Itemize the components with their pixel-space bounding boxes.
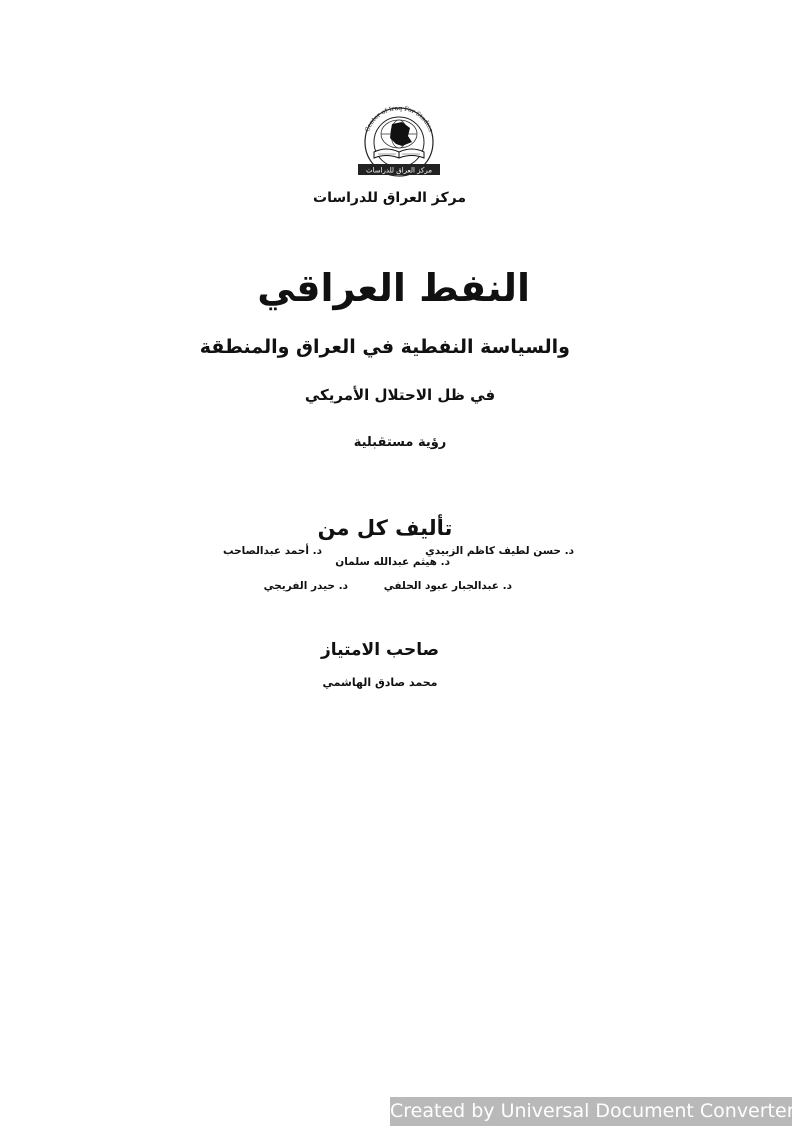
converter-watermark: Created by Universal Document Converter — [390, 1097, 792, 1126]
publisher-logo — [344, 100, 454, 178]
author-name: د. عبدالجبار عبود الحلفي — [383, 580, 512, 592]
book-title: النفط العراقي — [257, 266, 530, 310]
authors-heading: تأليف كل من — [317, 516, 453, 540]
book-subtitle: والسياسة النفطية في العراق والمنطقة — [199, 336, 570, 358]
logo-caption: مركز العراق للدراسات — [366, 166, 432, 175]
book-subtitle-secondary: في ظل الاحتلال الأمريكي — [304, 386, 496, 404]
logo-text: Center of Iraq For Studies — [363, 104, 435, 133]
author-name: د. حيدر الفريجي — [263, 580, 348, 592]
publisher-name: مركز العراق للدراسات — [313, 190, 466, 206]
author-name: د. أحمد عبدالصاحب — [223, 545, 322, 557]
author-name: د. حسن لطيف كاظم الزبيدي — [425, 545, 574, 557]
owner-title: صاحب الامتياز — [320, 640, 440, 660]
author-name: د. هيثم عبدالله سلمان — [335, 556, 450, 568]
owner-name: محمد صادق الهاشمي — [322, 676, 438, 689]
book-tagline: رؤية مستقبلية — [353, 435, 447, 450]
